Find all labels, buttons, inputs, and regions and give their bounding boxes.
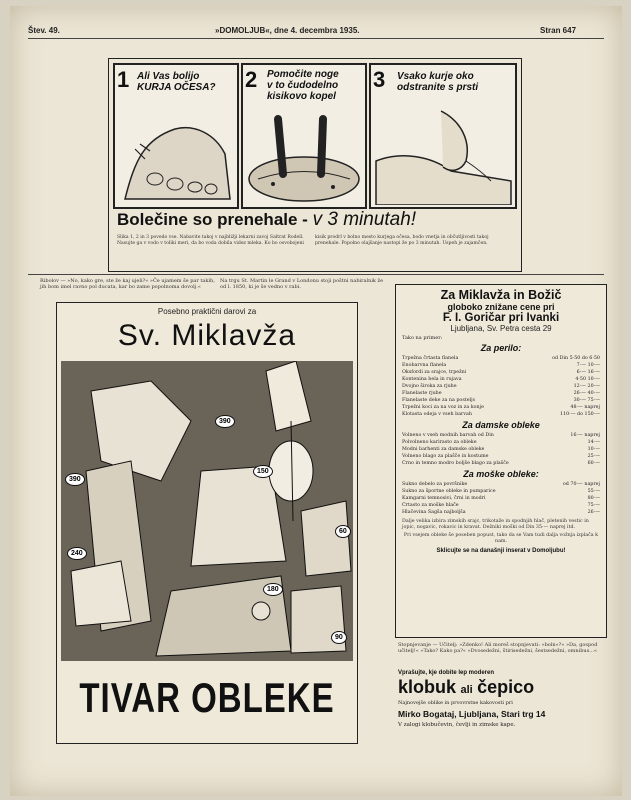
item-price: 30·— 75·— bbox=[573, 398, 600, 403]
newspaper-page bbox=[10, 6, 622, 796]
item-price: 6·— 16·— bbox=[576, 370, 600, 375]
item-price: od Din 5·50 do 6·50 bbox=[552, 356, 600, 361]
item-name: Sukno debelo za površnike bbox=[402, 482, 468, 487]
panel-number: 1 bbox=[117, 67, 130, 92]
corn-body-right: kisik prodrl v bolno mesto kurjega očesa, bodo vnetja in občutljivosti takoj prenehale. Popolno olajšanje nastopi že po 3 minutah. Uspeh je zajamčen. bbox=[315, 235, 489, 246]
corn-body-left: Slika 1, 2 in 3 povedo vse. Nabavite takoj v najbližji lekarni zavoj Saltrat Rodell. Nasujte ga v vodo v toliki meri, da bo voda dobila videz mleka. Ko bo osvobojeni bbox=[117, 235, 304, 246]
hat-ad bbox=[398, 670, 604, 744]
section-women: Za damske obleke bbox=[462, 420, 540, 430]
corn-panel-1 bbox=[113, 63, 239, 209]
price-tag: 240 bbox=[67, 547, 87, 560]
price-row bbox=[402, 376, 600, 383]
item-price: 110·— do 150·— bbox=[560, 412, 600, 417]
goricar-ad bbox=[395, 284, 607, 638]
item-name: Volneno v vseh modnih barvah od Din bbox=[402, 433, 494, 438]
price-tag: 390 bbox=[215, 415, 235, 428]
linen-list bbox=[402, 355, 600, 418]
panel-number: 3 bbox=[373, 67, 386, 92]
hat-firm: Mirko Bogataj, Ljubljana, Stari trg 14 bbox=[398, 709, 546, 719]
price-row bbox=[402, 397, 600, 404]
goricar-sub: globoko znižane cene pri bbox=[447, 302, 555, 312]
martin-note: Na trgu St. Martin le Grand v Londonu stoji poštni nabiralnik že od l. 1850, ki je še vedno v rabi. bbox=[220, 278, 384, 290]
item-name: Sukno za športne obleke in pumparice bbox=[402, 489, 496, 494]
price-row bbox=[402, 495, 600, 502]
item-price: 26·— 40·— bbox=[573, 391, 600, 396]
item-name: Flanelaste rjuhe bbox=[402, 391, 442, 396]
panel-number: 2 bbox=[245, 67, 258, 92]
tivar-top: Posebno praktični darovi za bbox=[157, 307, 257, 316]
price-row bbox=[402, 362, 600, 369]
price-row bbox=[402, 509, 600, 516]
stopnjevanje-joke: Stopnjevanje — Učitelj: »Zdenko! Ali moreš stopnjevati: »boln«?« »Da, gospod učitelj!« »Tako? Kako pa?« »Dvosedežni, štirisedežni, šestsedežni, omnibus...« bbox=[398, 642, 598, 654]
item-price: 25·— bbox=[587, 454, 600, 459]
item-price: od 70·— naprej bbox=[562, 482, 600, 487]
clothing-illustration bbox=[61, 361, 353, 661]
section-linen: Za perilo: bbox=[480, 343, 522, 353]
tivar-ad bbox=[56, 302, 358, 744]
ribolov-joke: Ribolov — »No, kako gre, ste že kaj ujeli?« »Če ujamem še par takih, jih bom imel ravno pol ducata, kar bo zame popolnoma dovolj.« bbox=[40, 278, 215, 290]
page-number: Stran 647 bbox=[540, 26, 577, 35]
item-price: 55·— bbox=[587, 489, 600, 494]
section-men: Za moške obleke: bbox=[463, 469, 539, 479]
foot-illustration bbox=[115, 99, 237, 205]
item-price: 7·— 10·— bbox=[576, 363, 600, 368]
item-name: Modni barhenti za damske obleke bbox=[402, 447, 485, 452]
item-name: Klotasta odeja v vseh barvah bbox=[402, 412, 472, 417]
goricar-address: Ljubljana, Sv. Petra cesta 29 bbox=[450, 324, 552, 333]
item-price: 80·— bbox=[587, 496, 600, 501]
corn-panel-3 bbox=[369, 63, 517, 209]
item-name: Oksfordi za srajce, trpežni bbox=[402, 370, 467, 375]
tivar-brand: TIVAR OBLEKE bbox=[79, 674, 335, 721]
hat-line1: Vprašujte, kje dobite lep moderen bbox=[398, 670, 495, 676]
item-price: 75·— bbox=[587, 503, 600, 508]
price-tag: 150 bbox=[253, 465, 273, 478]
price-row bbox=[402, 383, 600, 390]
goricar-firm: F. I. Goričar pri Ivanki bbox=[442, 312, 560, 324]
issue-number: Štev. 49. bbox=[28, 26, 60, 35]
price-row bbox=[402, 502, 600, 509]
section-rule bbox=[28, 274, 604, 275]
corn-panel-2 bbox=[241, 63, 367, 209]
price-row bbox=[402, 432, 600, 439]
footbath-illustration bbox=[243, 109, 365, 205]
corn-ad bbox=[108, 58, 522, 272]
item-name: Črtasto za moške hlače bbox=[402, 503, 459, 508]
item-name: Volneno blago za plašče in kostume bbox=[402, 454, 489, 459]
item-price: 12·— 20·— bbox=[573, 384, 600, 389]
price-row bbox=[402, 355, 600, 362]
price-row bbox=[402, 411, 600, 418]
price-row bbox=[402, 404, 600, 411]
price-row bbox=[402, 460, 600, 467]
hand-foot-illustration bbox=[371, 101, 515, 205]
price-row bbox=[402, 453, 600, 460]
item-name: Kontenina bela in rujava bbox=[402, 377, 462, 382]
item-name: Kamgarni temnosivi, črni in modri bbox=[402, 496, 486, 501]
item-price: 10·— bbox=[587, 447, 600, 452]
price-tag: 180 bbox=[263, 583, 283, 596]
price-row bbox=[402, 488, 600, 495]
goricar-note: Dalje velika izbira zimskih srajc, trikotaže in spodnjih hlač, pletenih vestic in jopic, nogavic, rokavic in kravat. Dežniki moški od Din 35·— naprej itd. bbox=[402, 519, 589, 530]
item-name: Trpežni koci za na voz in za konje bbox=[402, 405, 484, 410]
item-name: Flanelaste deke za na posteljo bbox=[402, 398, 476, 403]
price-row bbox=[402, 369, 600, 376]
item-price: 14·— bbox=[587, 440, 600, 445]
item-price: 60·— bbox=[587, 461, 600, 466]
goricar-note2: Pri vsejem obleke še poseben popust, tako da se Vam tudi dalja vožnja izplača k nam. bbox=[403, 533, 599, 544]
goricar-title: Za Miklavža in Božič bbox=[440, 288, 562, 302]
men-list bbox=[402, 481, 600, 516]
item-name: Črno in temno modro boljše blago za plašče bbox=[402, 461, 509, 466]
paper-dateline: »DOMOLJUB«, dne 4. decembra 1935. bbox=[215, 26, 360, 35]
price-row bbox=[402, 481, 600, 488]
price-tag: 60 bbox=[335, 525, 351, 538]
item-name: Hlačevina Šagša najboljša bbox=[402, 510, 466, 515]
goricar-cta: Sklicujte se na današnji inserat v Domoljubu! bbox=[436, 548, 566, 554]
item-price: 26·— bbox=[587, 510, 600, 515]
panel-caption: Ali Vas bolijo KURJA OČESA? bbox=[137, 71, 216, 93]
item-name: Dvojno široka za rjuhe bbox=[402, 384, 457, 389]
item-price: 48·— naprej bbox=[570, 405, 600, 410]
hat-line2: Najnovejše oblike in prvovrstne kakovosti pri bbox=[398, 700, 513, 706]
price-tag: 90 bbox=[331, 631, 347, 644]
item-name: Polvolneno karirasto za obleke bbox=[402, 440, 477, 445]
hat-headline: klobuk ali čepico bbox=[398, 677, 535, 697]
corn-headline: Bolečine so prenehale - v 3 minutah! bbox=[117, 209, 417, 230]
price-tag: 390 bbox=[65, 473, 85, 486]
item-name: Trpežna črtasta flanela bbox=[402, 356, 459, 361]
item-price: 4·50 10·— bbox=[575, 377, 600, 382]
tivar-title: Sv. Miklavža bbox=[117, 319, 297, 352]
price-row bbox=[402, 446, 600, 453]
item-name: Enobarvna flanela bbox=[402, 363, 447, 368]
price-row bbox=[402, 439, 600, 446]
panel-caption: Vsako kurje oko odstranite s prsti bbox=[397, 71, 479, 93]
header-rule bbox=[28, 38, 604, 39]
hat-line3: V zalogi klobučevin, čevlji in zimske kape. bbox=[398, 722, 516, 728]
price-row bbox=[402, 390, 600, 397]
women-list bbox=[402, 432, 600, 467]
goricar-example: Tako na primer: bbox=[402, 335, 443, 341]
item-price: 16·— naprej bbox=[570, 433, 600, 438]
panel-caption: Pomočite noge v to čudodelno kisikovo kopel bbox=[267, 69, 339, 102]
